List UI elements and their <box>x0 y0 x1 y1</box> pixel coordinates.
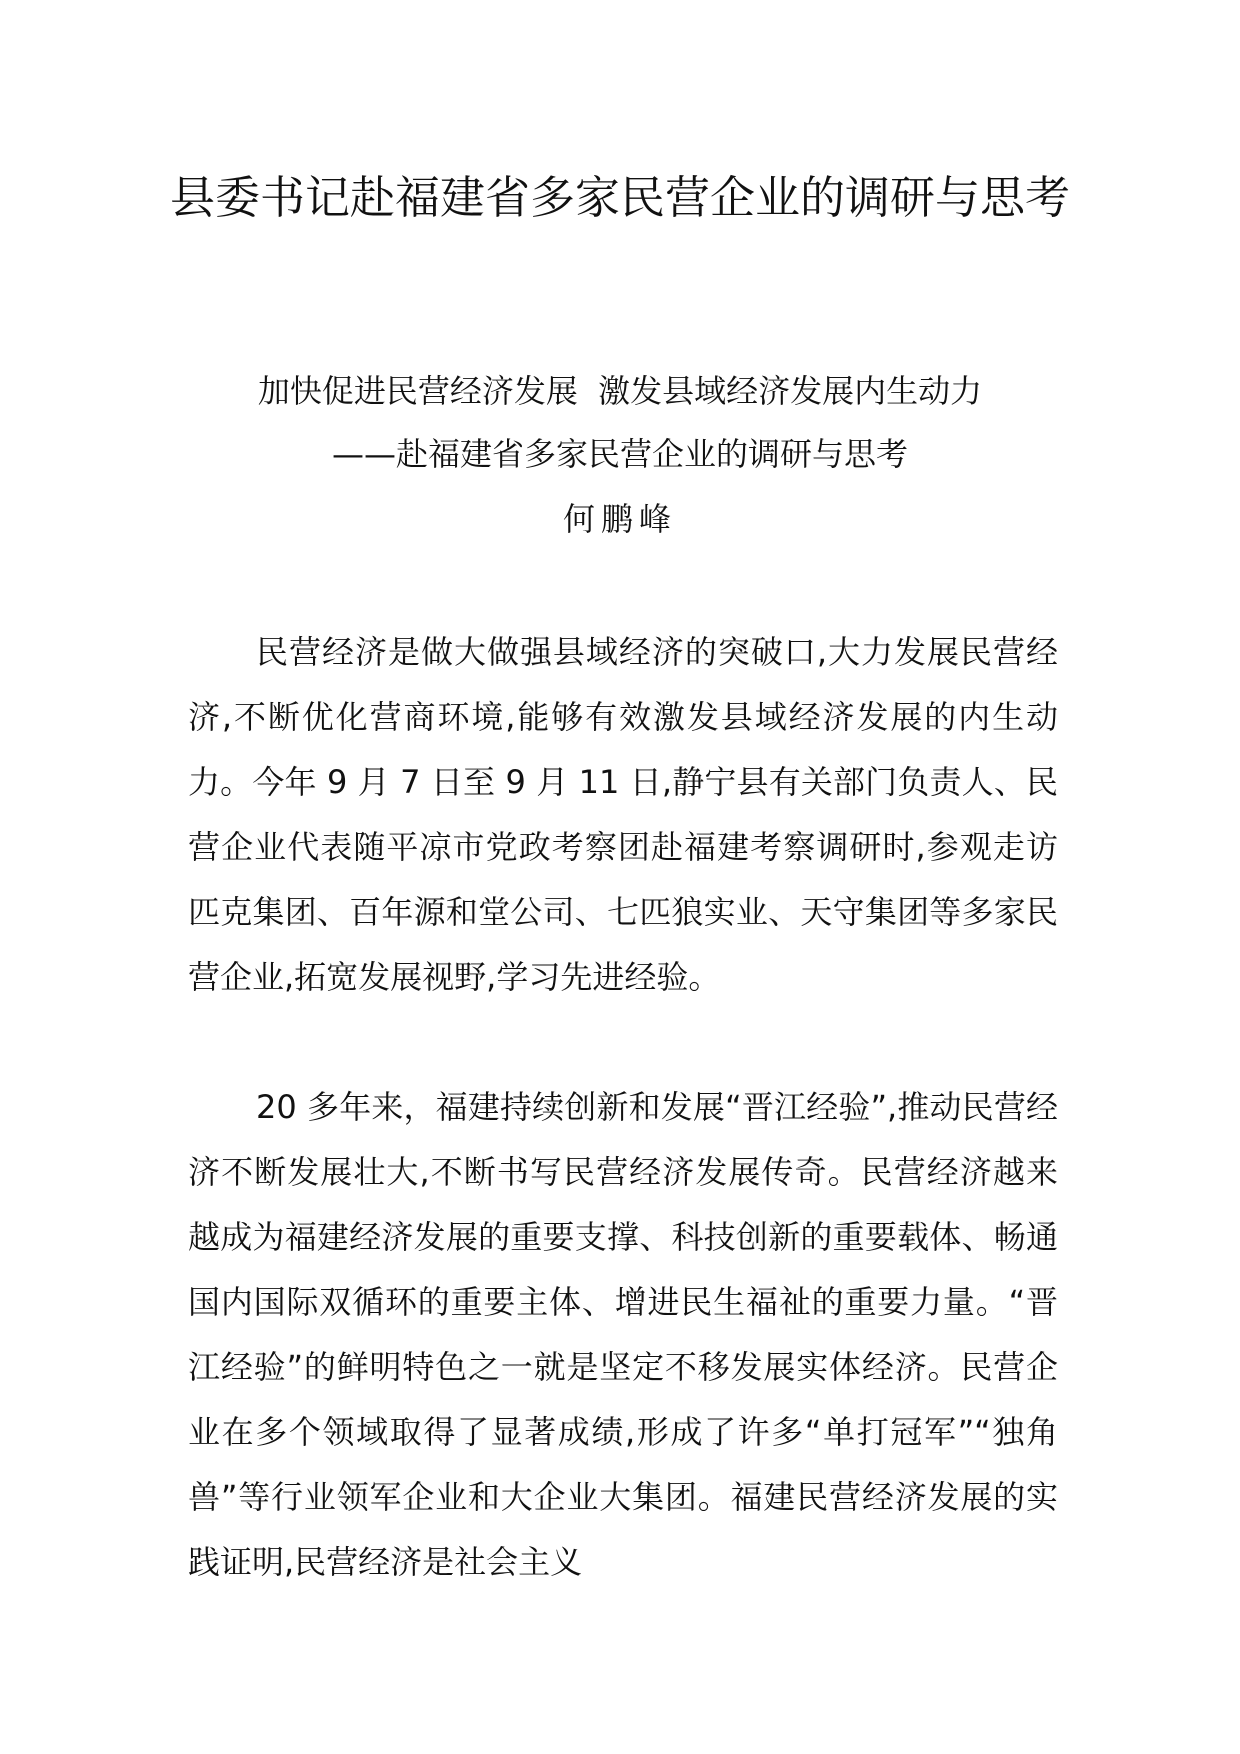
subtitle-sub: ——赴福建省多家民营企业的调研与思考 <box>331 435 908 473</box>
subtitle-main: 加快促进民营经济发展 激发县域经济发展内生动力 <box>257 372 983 410</box>
document-title: 县委书记赴福建省多家民营企业的调研与思考 <box>169 171 1070 224</box>
paragraph-2: 20 多年来，福建持续创新和发展“晋江经验”,推动民营经济不断发展壮大,不断书写民营经济发展传奇。民营经济越来越成为福建经济发展的重要支撑、科技创新的重要载体、畅通国内国际双循环的重要主体、增进民生福祉的重要力量。“晋江经验”的鲜明特色之一就是坚定不移发展实体经济。民营企业在多个领域取得了显著成绩,形成了许多“单打冠军”“独角兽”等行业领军企业和大企业大集团。福建民营经济发展的实践证明,民营经济是社会主义 <box>188 1088 1058 1581</box>
paragraph-1: 民营经济是做大做强县域经济的突破口,大力发展民营经济,不断优化营商环境,能够有效激发县域经济发展的内生动力。今年 9 月 7 日至 9 月 11 日,静宁县有关部门负责人、民营企业代表随平凉市党政考察团赴福建考察调研时,参观走访匹克集团、百年源和堂公司、七匹狼实业、天守集团等多家民营企业,拓宽发展视野,学习先进经验。 <box>188 633 1058 996</box>
author-name: 何鹏峰 <box>562 500 677 538</box>
